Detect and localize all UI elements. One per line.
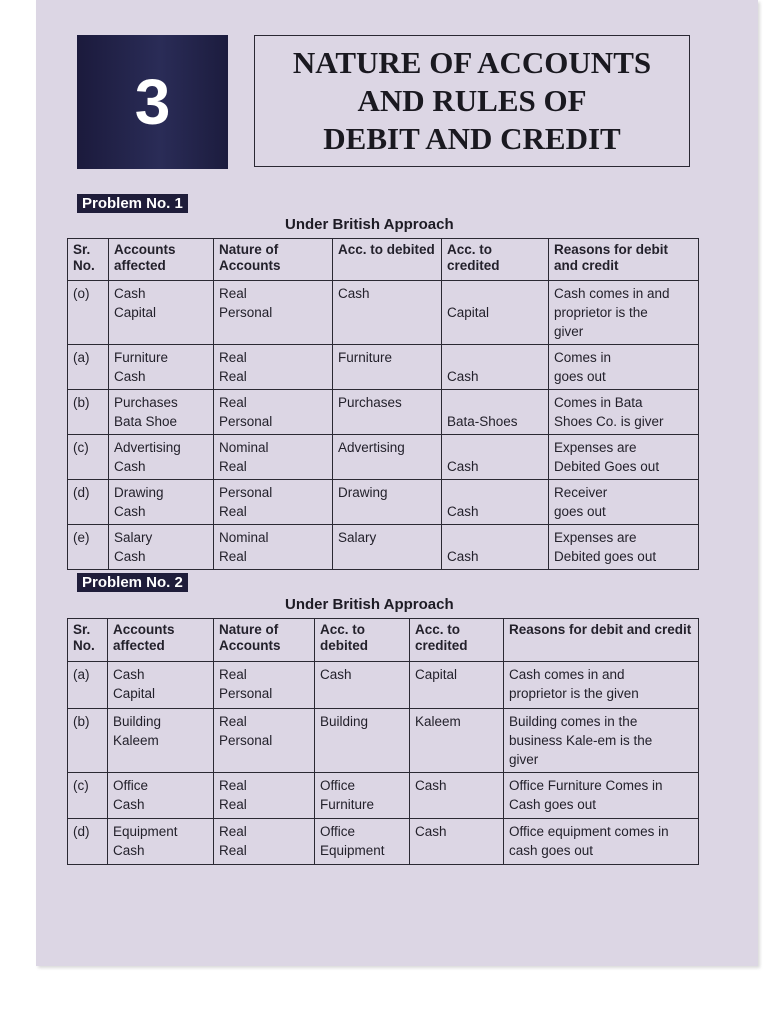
reason-text: giver	[554, 324, 584, 339]
cell-accounts-affected	[109, 281, 214, 345]
cell-reasons	[504, 709, 699, 773]
account-name: Cash	[113, 797, 145, 812]
table-row	[68, 525, 699, 570]
account-nature: Personal	[219, 485, 273, 500]
chapter-title-line-2: AND RULES OF	[357, 83, 587, 118]
problem-2-approach: Under British Approach	[285, 596, 454, 613]
header-reasons: Reasons for debit and credit	[549, 239, 699, 281]
cell-nature-of-accounts	[214, 819, 315, 865]
cell-acc-credited	[442, 525, 549, 570]
table-row	[68, 390, 699, 435]
credited-account: Cash	[415, 778, 447, 793]
cell-sr-no	[68, 435, 109, 480]
header-acc-credited: Acc. to credited	[442, 239, 549, 281]
reason-text: proprietor is the given	[509, 686, 639, 701]
cell-reasons	[504, 819, 699, 865]
cell-acc-debited	[333, 435, 442, 480]
cell-accounts-affected	[109, 435, 214, 480]
header-accounts-affected: Accounts affected	[108, 619, 214, 662]
cell-acc-credited	[410, 819, 504, 865]
debited-account: Furniture	[320, 797, 375, 812]
debited-account: Drawing	[338, 485, 388, 500]
debited-account: Advertising	[338, 440, 405, 455]
account-nature: Real	[219, 824, 247, 839]
account-nature: Personal	[219, 305, 273, 320]
sr-no-text: (c)	[73, 440, 89, 455]
reason-text: Cash comes in and	[509, 667, 625, 682]
credited-account: Capital	[415, 667, 458, 682]
cell-sr-no	[68, 480, 109, 525]
account-nature: Real	[219, 459, 247, 474]
header-nature-of-accounts: Nature of Accounts	[214, 239, 333, 281]
account-name: Bata Shoe	[114, 414, 178, 429]
table-header-row	[68, 239, 699, 281]
cell-nature-of-accounts	[214, 709, 315, 773]
sr-no-text: (d)	[73, 824, 90, 839]
header-sr-no: Sr. No.	[68, 239, 109, 281]
reason-text: Debited Goes out	[554, 459, 660, 474]
cell-nature-of-accounts	[214, 390, 333, 435]
cell-sr-no	[68, 281, 109, 345]
reason-text: Cash comes in and	[554, 286, 670, 301]
reason-text: giver	[509, 752, 539, 767]
cell-acc-credited	[442, 435, 549, 480]
account-nature: Real	[219, 797, 247, 812]
table-row	[68, 819, 699, 865]
cell-reasons	[549, 525, 699, 570]
credited-account: Cash	[447, 549, 479, 564]
reason-text: goes out	[554, 504, 606, 519]
sr-no-text: (a)	[73, 667, 90, 682]
problem-2-table	[67, 618, 699, 865]
account-nature: Real	[219, 549, 247, 564]
reason-text: business Kale-em is the	[509, 733, 653, 748]
account-name: Cash	[114, 459, 146, 474]
reason-text: Comes in	[554, 350, 612, 365]
reason-text: Office Furniture Comes in	[509, 778, 663, 793]
table-header-row	[68, 619, 699, 662]
sr-no-text: (e)	[73, 530, 90, 545]
problem-1-approach: Under British Approach	[285, 216, 454, 233]
account-name: Purchases	[114, 395, 178, 410]
reason-text: Debited goes out	[554, 549, 657, 564]
account-nature: Personal	[219, 733, 273, 748]
chapter-number-box	[77, 35, 228, 169]
cell-acc-credited	[410, 773, 504, 819]
debited-account: Purchases	[338, 395, 402, 410]
sr-no-text: (c)	[73, 778, 89, 793]
account-nature: Personal	[219, 414, 273, 429]
cell-acc-debited	[315, 662, 410, 709]
reason-text: goes out	[554, 369, 606, 384]
cell-acc-debited	[333, 525, 442, 570]
cell-nature-of-accounts	[214, 435, 333, 480]
header-acc-credited: Acc. to credited	[410, 619, 504, 662]
account-name: Drawing	[114, 485, 164, 500]
table-row	[68, 480, 699, 525]
header-reasons: Reasons for debit and credit	[504, 619, 699, 662]
cell-sr-no	[68, 709, 108, 773]
cell-reasons	[549, 281, 699, 345]
account-nature: Nominal	[219, 440, 269, 455]
cell-accounts-affected	[109, 390, 214, 435]
credited-account: Cash	[415, 824, 447, 839]
sr-no-text: (d)	[73, 485, 90, 500]
reason-text: proprietor is the	[554, 305, 648, 320]
cell-reasons	[549, 390, 699, 435]
debited-account: Cash	[320, 667, 352, 682]
cell-acc-debited	[333, 480, 442, 525]
cell-acc-credited	[442, 281, 549, 345]
reason-text: Expenses are	[554, 530, 637, 545]
account-nature: Real	[219, 369, 247, 384]
credited-account: Cash	[447, 459, 479, 474]
cell-accounts-affected	[109, 345, 214, 390]
cell-accounts-affected	[109, 525, 214, 570]
table-row	[68, 345, 699, 390]
account-name: Cash	[114, 369, 146, 384]
cell-sr-no	[68, 773, 108, 819]
table-row	[68, 709, 699, 773]
account-name: Kaleem	[113, 733, 159, 748]
cell-accounts-affected	[108, 662, 214, 709]
cell-nature-of-accounts	[214, 773, 315, 819]
cell-acc-debited	[333, 345, 442, 390]
account-name: Cash	[114, 286, 146, 301]
cell-acc-credited	[442, 480, 549, 525]
account-name: Cash	[114, 504, 146, 519]
account-nature: Real	[219, 714, 247, 729]
header-acc-debited: Acc. to debited	[333, 239, 442, 281]
cell-sr-no	[68, 525, 109, 570]
cell-reasons	[549, 435, 699, 480]
sr-no-text: (a)	[73, 350, 90, 365]
table-row	[68, 435, 699, 480]
cell-sr-no	[68, 662, 108, 709]
account-nature: Nominal	[219, 530, 269, 545]
reason-text: Expenses are	[554, 440, 637, 455]
cell-acc-debited	[315, 773, 410, 819]
sr-no-text: (b)	[73, 395, 90, 410]
cell-nature-of-accounts	[214, 480, 333, 525]
debited-account: Office	[320, 824, 356, 839]
debited-account: Office	[320, 778, 356, 793]
account-nature: Real	[219, 286, 247, 301]
cell-accounts-affected	[108, 709, 214, 773]
account-name: Salary	[114, 530, 153, 545]
debited-account: Furniture	[338, 350, 393, 365]
table-row	[68, 662, 699, 709]
credited-account: Cash	[447, 369, 479, 384]
table-row	[68, 773, 699, 819]
header-acc-debited: Acc. to debited	[315, 619, 410, 662]
chapter-title	[254, 35, 690, 167]
account-name: Cash	[113, 843, 145, 858]
credited-account: Bata-Shoes	[447, 414, 518, 429]
cell-nature-of-accounts	[214, 525, 333, 570]
account-name: Cash	[113, 667, 145, 682]
account-nature: Personal	[219, 686, 273, 701]
cell-acc-credited	[442, 390, 549, 435]
table-row	[68, 281, 699, 345]
header-nature-of-accounts: Nature of Accounts	[214, 619, 315, 662]
account-name: Advertising	[114, 440, 181, 455]
account-name: Building	[113, 714, 162, 729]
cell-nature-of-accounts	[214, 662, 315, 709]
account-nature: Real	[219, 843, 247, 858]
account-nature: Real	[219, 504, 247, 519]
account-name: Cash	[114, 549, 146, 564]
cell-accounts-affected	[109, 480, 214, 525]
debited-account: Building	[320, 714, 369, 729]
cell-acc-debited	[315, 819, 410, 865]
account-name: Capital	[114, 305, 157, 320]
cell-sr-no	[68, 345, 109, 390]
account-name: Office	[113, 778, 149, 793]
cell-reasons	[504, 773, 699, 819]
sr-no-text: (o)	[73, 286, 90, 301]
chapter-number: 3	[134, 66, 171, 138]
sr-no-text: (b)	[73, 714, 90, 729]
problem-1-label: Problem No. 1	[77, 194, 188, 213]
header-accounts-affected: Accounts affected	[109, 239, 214, 281]
cell-nature-of-accounts	[214, 281, 333, 345]
reason-text: Comes in Bata	[554, 395, 643, 410]
cell-reasons	[504, 662, 699, 709]
account-nature: Real	[219, 395, 247, 410]
cell-nature-of-accounts	[214, 345, 333, 390]
account-name: Capital	[113, 686, 156, 701]
chapter-title-line-3: DEBIT AND CREDIT	[323, 121, 621, 156]
credited-account: Capital	[447, 305, 490, 320]
credited-account: Cash	[447, 504, 479, 519]
reason-text: Cash goes out	[509, 797, 597, 812]
reason-text: cash goes out	[509, 843, 594, 858]
cell-sr-no	[68, 390, 109, 435]
cell-acc-credited	[410, 709, 504, 773]
reason-text: Shoes Co. is giver	[554, 414, 664, 429]
reason-text: Receiver	[554, 485, 608, 500]
debited-account: Equipment	[320, 843, 385, 858]
reason-text: Office equipment comes in	[509, 824, 669, 839]
cell-acc-debited	[333, 390, 442, 435]
debited-account: Salary	[338, 530, 377, 545]
cell-acc-credited	[410, 662, 504, 709]
cell-sr-no	[68, 819, 108, 865]
debited-account: Cash	[338, 286, 370, 301]
credited-account: Kaleem	[415, 714, 461, 729]
problem-1-table	[67, 238, 699, 570]
account-nature: Real	[219, 667, 247, 682]
account-name: Equipment	[113, 824, 178, 839]
cell-reasons	[549, 345, 699, 390]
cell-reasons	[549, 480, 699, 525]
problem-2-label: Problem No. 2	[77, 573, 188, 592]
account-nature: Real	[219, 350, 247, 365]
account-name: Furniture	[114, 350, 169, 365]
account-nature: Real	[219, 778, 247, 793]
cell-accounts-affected	[108, 819, 214, 865]
cell-acc-credited	[442, 345, 549, 390]
cell-acc-debited	[315, 709, 410, 773]
cell-accounts-affected	[108, 773, 214, 819]
reason-text: Building comes in the	[509, 714, 638, 729]
header-sr-no: Sr. No.	[68, 619, 108, 662]
cell-acc-debited	[333, 281, 442, 345]
chapter-title-line-1: NATURE OF ACCOUNTS	[292, 45, 652, 80]
